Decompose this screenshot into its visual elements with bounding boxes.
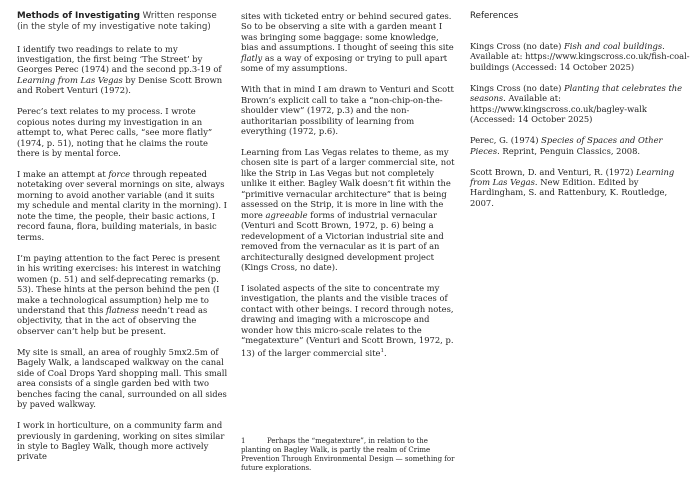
page-title: Methods of Investigating — [17, 11, 140, 21]
paragraph — [17, 253, 229, 337]
italic-text: flatly — [241, 52, 263, 63]
column-2 — [241, 11, 455, 368]
reference-entry — [470, 83, 692, 125]
italic-text: agreeable — [265, 209, 308, 220]
footnote-ref: 1 — [380, 347, 384, 354]
text-run: I’m paying attention to the fact Perec is present in his writing exercises: his interest in watching women (p. 51) and self-deprecating remarks (p. 53). These hints at the person behind the pen (I make a technological assumption) help me to understand that this — [17, 252, 221, 315]
page-title-suffix: Written response — [139, 11, 217, 21]
footnote-text: Perhaps the “megatexture”, in relation to the planting on Bagley Walk, is partly the realm of Crime Prevention Through Environmental Design — something for future explorations. — [241, 437, 455, 472]
footnote-number: 1 — [241, 437, 246, 445]
paragraph — [17, 420, 229, 462]
text-run: Scott Brown, D. and Venturi, R. (1972) — [470, 166, 637, 177]
text-run: . Reprint, Penguin Classics, 2008. — [497, 145, 641, 156]
text-run: as a way of exposing or trying to pull apart some of my assumptions. — [241, 52, 448, 74]
paragraph — [241, 84, 455, 136]
reference-entry — [470, 167, 692, 209]
text-run: Kings Cross (no date) — [470, 41, 564, 51]
italic-text: Learning from Las Vegas — [17, 74, 123, 85]
text-run: My site is small, an area of roughly 5mx2.5m of Bagely Walk, a landscaped walkway on the canal side of Coal Drops Yard shopping mall. This small area consists of a single garden bed with two benches facing the canal, surrounded on all sides by paved walkway. — [17, 346, 228, 410]
references-title: References — [470, 11, 519, 21]
text-run: Kings Cross (no date) — [470, 82, 564, 93]
paragraph — [241, 11, 455, 74]
paragraph — [17, 347, 229, 410]
column-1 — [17, 11, 229, 472]
italic-text: Fish and coal buildings — [563, 41, 663, 51]
paragraph — [17, 106, 229, 158]
reference-entry — [470, 135, 692, 156]
italic-text: force — [108, 169, 131, 180]
footnote — [241, 437, 455, 473]
reference-entry — [470, 41, 692, 72]
text-run: . Available at: https://www.kingscross.co.uk/fish-coal-buildings (Accessed: 14 October 2025) — [470, 41, 690, 72]
text-run: I work in horticulture, on a community farm and previously in gardening, working on sites similar in style to Bagley Walk, though more actively private — [17, 420, 225, 462]
page-subtitle: (in the style of my investigative note taking) — [17, 22, 211, 32]
text-run: . New Edition. Edited by Hardingham, S. and Rattenbury, K. Routledge, 2007. — [470, 177, 668, 208]
italic-text: Learning from Las Vegas — [470, 166, 675, 188]
text-run: I isolated aspects of the site to concentrate my investigation, the plants and the visible traces of contact with other beings. I record through notes, drawing and imaging with a microscope and wonder how this micro-scale relates to the “megatexture” (Venturi and Scott Brown, 1972, p. 13) of the larger commercial site — [241, 282, 454, 358]
paragraph — [241, 283, 455, 358]
italic-text: flatness — [106, 304, 139, 315]
text-run: needn’t read as objectivity, that in the act of observing the observer can’t help but be present. — [17, 304, 208, 336]
text-run: I make an attempt at — [17, 169, 109, 180]
page-heading — [17, 11, 229, 33]
text-run: Perec’s text relates to my process. I wrote copious notes during my investigation in an attempt to, what Perec calls, “see more flatly” (1974, p. 51), noting that he claims the route there is by mental force. — [17, 106, 213, 159]
italic-text: Species of Spaces and Other Pieces — [470, 135, 663, 156]
paragraph — [17, 169, 229, 242]
text-run: . — [383, 347, 387, 358]
text-run: Learning from Las Vegas relates to theme, as my chosen site is part of a larger commercial site, not like the Strip in Las Vegas but not completely unlike it either. Bagley Walk doesn’t fit within the “primitive vernacular architecture” that is being assessed on the Strip, it is more in line with the more — [241, 146, 455, 220]
text-run: forms of industrial vernacular (Venturi and Scott Brown, 1972, p. 6) being a redevelopment of a Victorian industrial site and removed from the vernacular as it is part of an architecturally designed development project (Kings Cross, no date). — [241, 209, 444, 272]
text-run: through repeated notetaking over several mornings on site, always morning to avoid another variable (and it suits my schedule and mental clarity in the morning). I note the time, the people, their basic actions, I record fauna, flora, building materials, in basic terms. — [17, 169, 227, 242]
paragraph — [17, 44, 229, 96]
references-column — [470, 11, 692, 219]
text-run: sites with ticketed entry or behind secured gates. So to be observing a site with a garden meant I was bringing some baggage: some knowledge, bias and assumptions. I thought of seeing this site — [241, 11, 454, 53]
text-run: I identify two readings to relate to my investigation, the first being ‘The Street’ by Georges Perec (1974) and the second pp.3-19 of — [17, 43, 222, 75]
text-run: by Denise Scott Brown and Robert Venturi (1972). — [17, 74, 223, 96]
text-run: With that in mind I am drawn to Venturi and Scott Brown’s explicit call to take a “non-chip-on-the-shoulder view” (1972, p.3) and the non-authoritarian possibility of learning from everything (1972, p.6). — [241, 84, 454, 137]
italic-text: Planting that celebrates the seasons — [470, 82, 683, 104]
text-run: . Available at: https://www.kingscross.co.uk/bagley-walk (Accessed: 14 October 2025) — [470, 93, 647, 125]
paragraph — [241, 147, 455, 272]
text-run: Perec, G. (1974) — [470, 135, 542, 146]
